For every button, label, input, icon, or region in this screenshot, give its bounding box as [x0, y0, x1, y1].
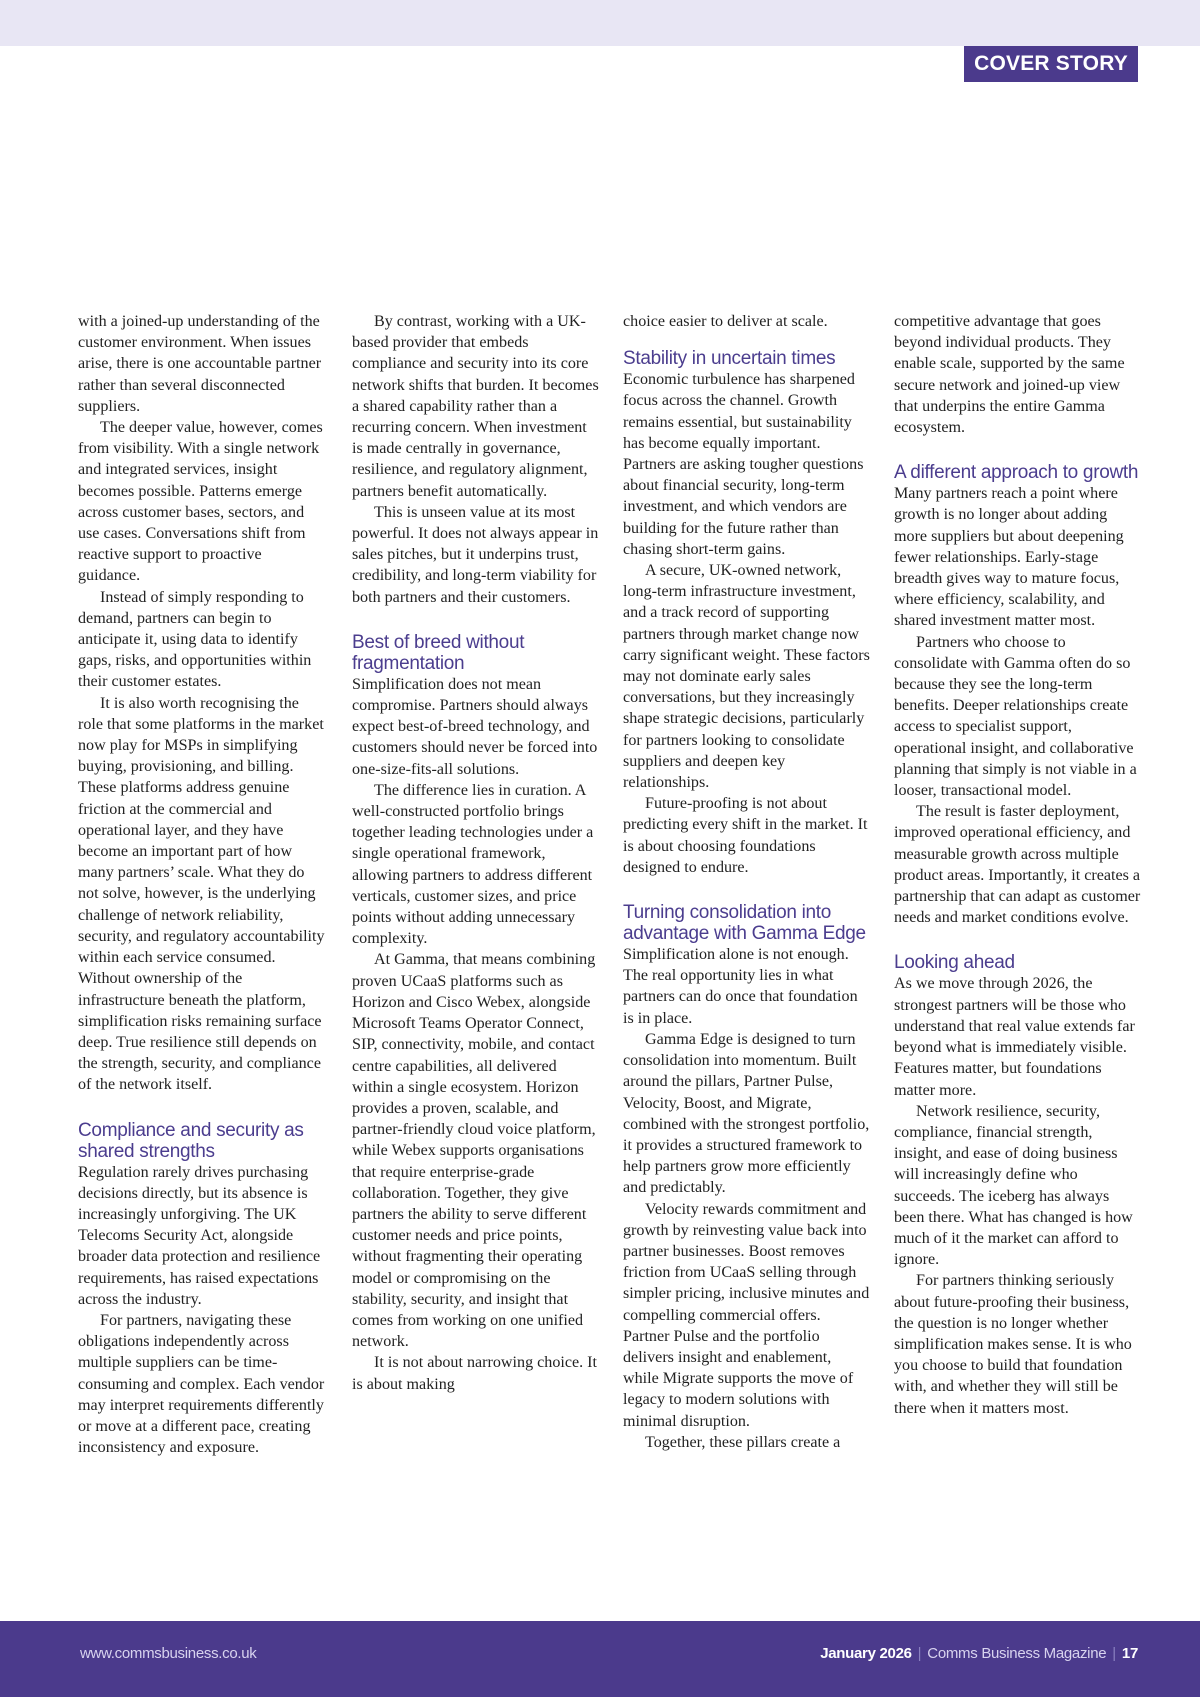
top-band — [0, 0, 1200, 46]
column-2 — [352, 311, 600, 1395]
paragraph: Instead of simply responding to demand, partners can begin to anticipate it, using data to identify gaps, risks, and opportunities within their customer estates. — [78, 588, 312, 691]
paragraph: A secure, UK-owned network, long-term infrastructure investment, and a track record of supporting partners through market change now carry significant weight. These factors may not dominate early sales conversations, but they increasingly shape strategic decisions, particularly for partners looking to consolidate suppliers and deepen key relationships. — [623, 562, 870, 792]
paragraph: Regulation rarely drives purchasing decisions directly, but its absence is increasingly unforgiving. The UK Telecoms Security Act, alongside broader data protection and resilience requirements, has raised expectations across the industry. — [78, 1163, 321, 1308]
paragraph: At Gamma, that means combining proven UCaaS platforms such as Horizon and Cisco Webex, alongside Microsoft Teams Operator Connect, SIP, connectivity, mobile, and contact centre capabilities, all delivered within a single ecosystem. Horizon provides a proven, scalable, and partner-friendly cloud voice platform, while Webex supports organisations that require enterprise-grade collaboration. Together, they give partners the ability to serve different customer needs and price points, without fragmenting their operating model or compromising on the stability, security, and insight that comes from working on one unified network. — [352, 951, 596, 1351]
paragraph: The deeper value, however, comes from visibility. With a single network and integrated services, insight becomes possible. Patterns emerge across customer bases, sectors, and use cases. Conversations shift from reactive support to proactive guidance. — [78, 419, 323, 585]
paragraph: It is not about narrowing choice. It is about making — [352, 1354, 598, 1393]
subheading-stability: Stability in uncertain times — [623, 348, 836, 370]
paragraph: It is also worth recognising the role that some platforms in the market now play for MSPs in simplifying buying, provisioning, and billing. These platforms address genuine friction at the commercial and operational layer, and they have become an important part of how many partners’ scale. What they do not solve, however, is the underlying challenge of network reliability, security, and regulatory accountability within each service consumed. Without ownership of the infrastructure beneath the platform, simplification risks remaining surface deep. True resilience still depends on the strength, security, and compliance of the network itself. — [78, 694, 325, 1094]
paragraph: For partners thinking seriously about future-proofing their business, the question is no longer whether simplification makes sense. It is who you choose to build that foundation with, and whether they will still be there when it matters most. — [894, 1272, 1132, 1417]
paragraph: Network resilience, security, compliance, financial strength, insight, and ease of doing business will increasingly define who succeeds. The iceberg has always been there. What has changed is how much of it the market can afford to ignore. — [894, 1102, 1133, 1269]
paragraph: competitive advantage that goes beyond individual products. They enable scale, supported by the same secure network and joined-up view that underpins the entire Gamma ecosystem. — [894, 313, 1125, 437]
subheading-looking-ahead: Looking ahead — [894, 952, 1015, 974]
column-4 — [894, 311, 1142, 1419]
paragraph: Partners who choose to consolidate with Gamma often do so because they see the long-term benefits. Deeper relationships create access to specialist support, operational insight, and collaborative planning that simply is not viable in a looser, transactional model. — [894, 633, 1137, 800]
page-number: 17 — [1121, 1645, 1138, 1662]
section-badge: COVER STORY — [964, 46, 1138, 82]
paragraph: By contrast, working with a UK-based provider that embeds compliance and security into its core network shifts that burden. It becomes a shared capability rather than a recurring concern. When investment is made centrally in governance, resilience, and regulatory alignment, partners benefit automatically. — [352, 313, 599, 500]
subheading-best-of-breed: Best of breed without fragmentation — [352, 631, 525, 674]
paragraph: Future-proofing is not about predicting every shift in the market. It is about choosing foundations designed to endure. — [623, 795, 868, 876]
column-3 — [623, 311, 871, 1453]
paragraph: with a joined-up understanding of the customer environment. When issues arise, there is one accountable partner rather than several disconnected suppliers. — [78, 313, 322, 415]
paragraph: Velocity rewards commitment and growth by reinvesting value back into partner businesses. Boost removes friction from UCaaS selling through simpler pricing, inclusive minutes and compelling commercial offers. Partner Pulse and the portfolio delivers insight and enablement, while Migrate supports the move of legacy to modern solutions with minimal disruption. — [623, 1200, 870, 1430]
paragraph: For partners, navigating these obligations independently across multiple suppliers can be time-consuming and complex. Each vendor may interpret requirements differently or move at a different pace, creating inconsistency and exposure. — [78, 1311, 325, 1457]
paragraph: The difference lies in curation. A well-constructed portfolio brings together leading technologies under a single operational framework, allowing partners to address different verticals, customer sizes, and price points without adding unnecessary complexity. — [352, 781, 594, 948]
paragraph: choice easier to deliver at scale. — [623, 313, 828, 330]
paragraph: Simplification alone is not enough. The real opportunity lies in what partners can do once that foundation is in place. — [623, 946, 858, 1027]
article-columns — [78, 311, 1141, 1591]
publication-name: Comms Business Magazine — [927, 1645, 1107, 1662]
footer-url-link[interactable]: www.commsbusiness.co.uk — [80, 1645, 257, 1662]
subheading-growth: A different approach to growth — [894, 462, 1139, 484]
issue-date: January 2026 — [820, 1645, 912, 1662]
paragraph: Together, these pillars create a — [645, 1433, 841, 1451]
paragraph: Gamma Edge is designed to turn consolidation into momentum. Built around the pillars, Partner Pulse, Velocity, Boost, and Migrate, combined with the strongest portfolio, it provides a structured framework to help partners grow more efficiently and predictably. — [623, 1030, 870, 1197]
paragraph: As we move through 2026, the strongest partners will be those who understand that real value extends far beyond what is immediately visible. Features matter, but foundations matter more. — [894, 975, 1135, 1099]
paragraph: Many partners reach a point where growth is no longer about adding more suppliers but about deepening fewer relationships. Early-stage breadth gives way to mature focus, where efficiency, scalability, and shared investment matter most. — [894, 485, 1124, 630]
paragraph: The result is faster deployment, improved operational efficiency, and measurable growth across multiple product areas. Importantly, it creates a partnership that can adapt as customer needs and market conditions evolve. — [894, 803, 1141, 927]
footer-separator: | — [1112, 1645, 1116, 1662]
paragraph: This is unseen value at its most powerful. It does not always appear in sales pitches, but it underpins trust, credibility, and long-term viability for both partners and their customers. — [352, 503, 599, 606]
paragraph: Simplification does not mean compromise. Partners should always expect best-of-breed technology, and customers should never be forced into one-size-fits-all solutions. — [352, 675, 598, 778]
subheading-compliance: Compliance and security as shared strengths — [78, 1119, 304, 1162]
page-footer — [0, 1621, 1200, 1697]
column-1 — [78, 311, 326, 1458]
paragraph: Economic turbulence has sharpened focus across the channel. Growth remains essential, but sustainability has become equally important. Partners are asking tougher questions about financial security, long-term investment, and which vendors are building for the future rather than chasing short-term gains. — [623, 371, 864, 558]
subheading-gamma-edge: Turning consolidation into advantage with Gamma Edge — [623, 902, 866, 945]
footer-separator: | — [917, 1645, 922, 1662]
footer-meta — [820, 1645, 1138, 1662]
